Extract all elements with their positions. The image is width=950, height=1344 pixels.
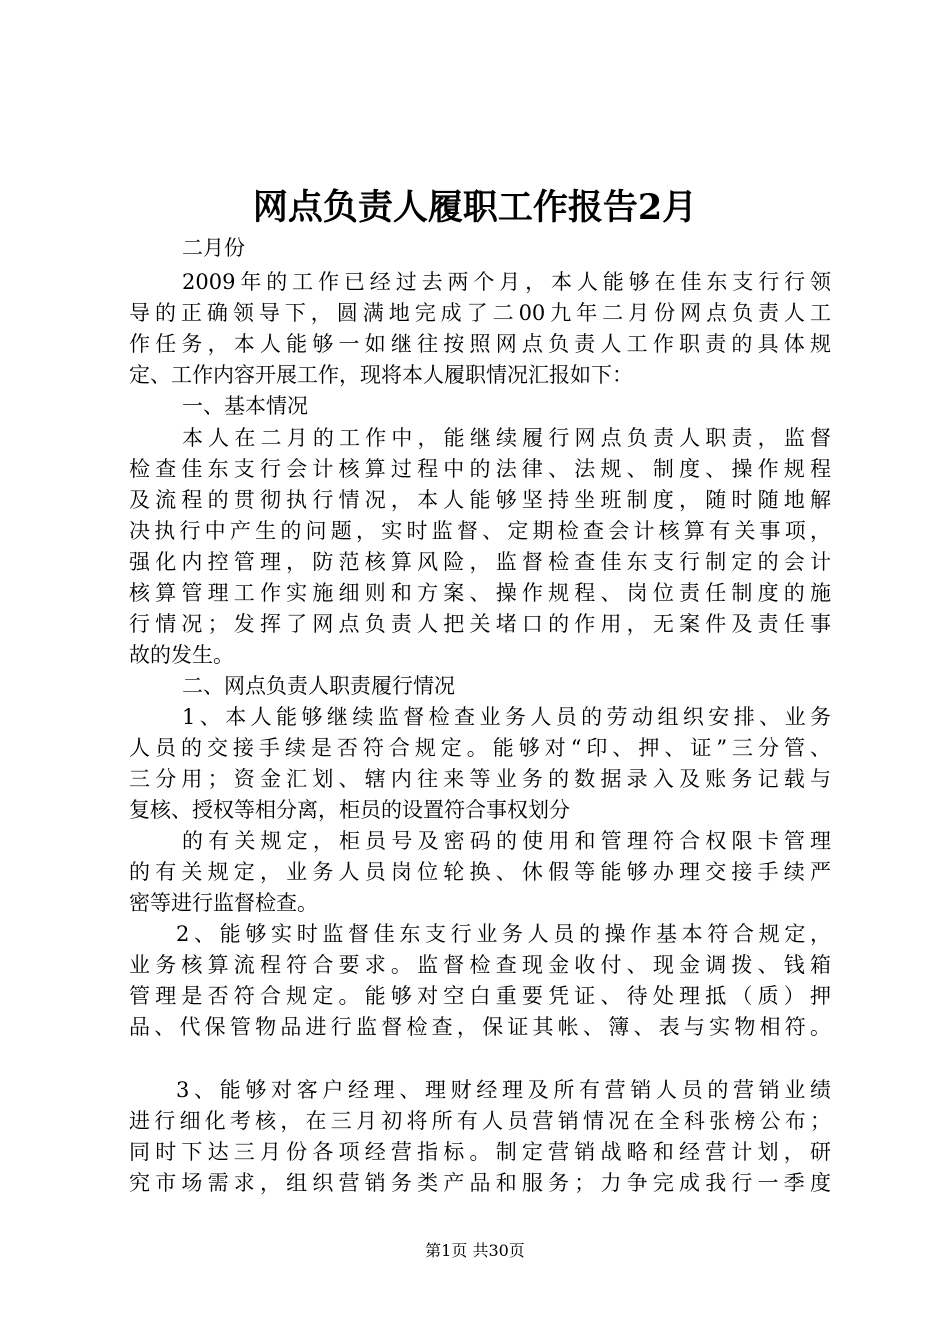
text-line: 三分用；资金汇划、辖内往来等业务的数据录入及账务记载与	[129, 767, 831, 791]
text-line: 故的发生。	[129, 643, 234, 667]
text-line: 作任务，本人能够一如继往按照网点负责人工作职责的具体规	[129, 332, 831, 356]
text-line: 行情况；发挥了网点负责人把关堵口的作用，无案件及责任事	[129, 612, 831, 636]
text-line: 及流程的贯彻执行情况，本人能够坚持坐班制度，随时随地解	[129, 488, 831, 512]
text-line: 同时下达三月份各项经营指标。制定营销战略和经营计划，研	[129, 1140, 831, 1164]
section-heading: 一、基本情况	[182, 394, 308, 418]
text-line: 人员的交接手续是否符合规定。能够对“印、押、证”三分管、	[129, 736, 831, 760]
text-line: 管理是否符合规定。能够对空白重要凭证、待处理抵（质）押	[129, 984, 831, 1008]
page-footer: 第1页 共30页	[425, 1241, 525, 1260]
text-line: 定、工作内容开展工作，现将本人履职情况汇报如下：	[129, 363, 633, 387]
text-line: 品、代保管物品进行监督检查，保证其帐、簿、表与实物相符。	[129, 1015, 831, 1039]
text-line: 的有关规定，柜员号及密码的使用和管理符合权限卡管理	[182, 829, 831, 853]
text-line: 2009年的工作已经过去两个月，本人能够在佳东支行行领	[182, 270, 831, 294]
text-line: 2、能够实时监督佳东支行业务人员的操作基本符合规定，	[176, 922, 831, 946]
text-line: 3、能够对客户经理、理财经理及所有营销人员的营销业绩	[176, 1078, 831, 1102]
text-line: 进行细化考核，在三月初将所有人员营销情况在全科张榜公布；	[129, 1109, 831, 1133]
text-line: 强化内控管理，防范核算风险，监督检查佳东支行制定的会计	[129, 550, 831, 574]
document-title: 网点负责人履职工作报告2月	[252, 187, 698, 228]
text-line: 导的正确领导下，圆满地完成了二00九年二月份网点负责人工	[129, 301, 831, 325]
text-line: 检查佳东支行会计核算过程中的法律、法规、制度、操作规程	[129, 457, 831, 481]
text-line: 密等进行监督检查。	[129, 891, 318, 915]
text-line: 究市场需求，组织营销务类产品和服务；力争完成我行一季度	[129, 1171, 831, 1195]
section-heading: 二、网点负责人职责履行情况	[182, 674, 455, 698]
text-line: 决执行中产生的问题，实时监督、定期检查会计核算有关事项，	[129, 519, 831, 543]
text-line: 二月份	[182, 236, 245, 260]
text-line: 业务核算流程符合要求。监督检查现金收付、现金调拨、钱箱	[129, 953, 831, 977]
text-line: 的有关规定，业务人员岗位轮换、休假等能够办理交接手续严	[129, 860, 831, 884]
text-line: 复核、授权等相分离，柜员的设置符合事权划分	[129, 798, 570, 822]
text-line: 1、本人能够继续监督检查业务人员的劳动组织安排、业务	[182, 705, 831, 729]
text-line: 核算管理工作实施细则和方案、操作规程、岗位责任制度的施	[129, 581, 831, 605]
text-line: 本人在二月的工作中，能继续履行网点负责人职责，监督	[182, 426, 831, 450]
